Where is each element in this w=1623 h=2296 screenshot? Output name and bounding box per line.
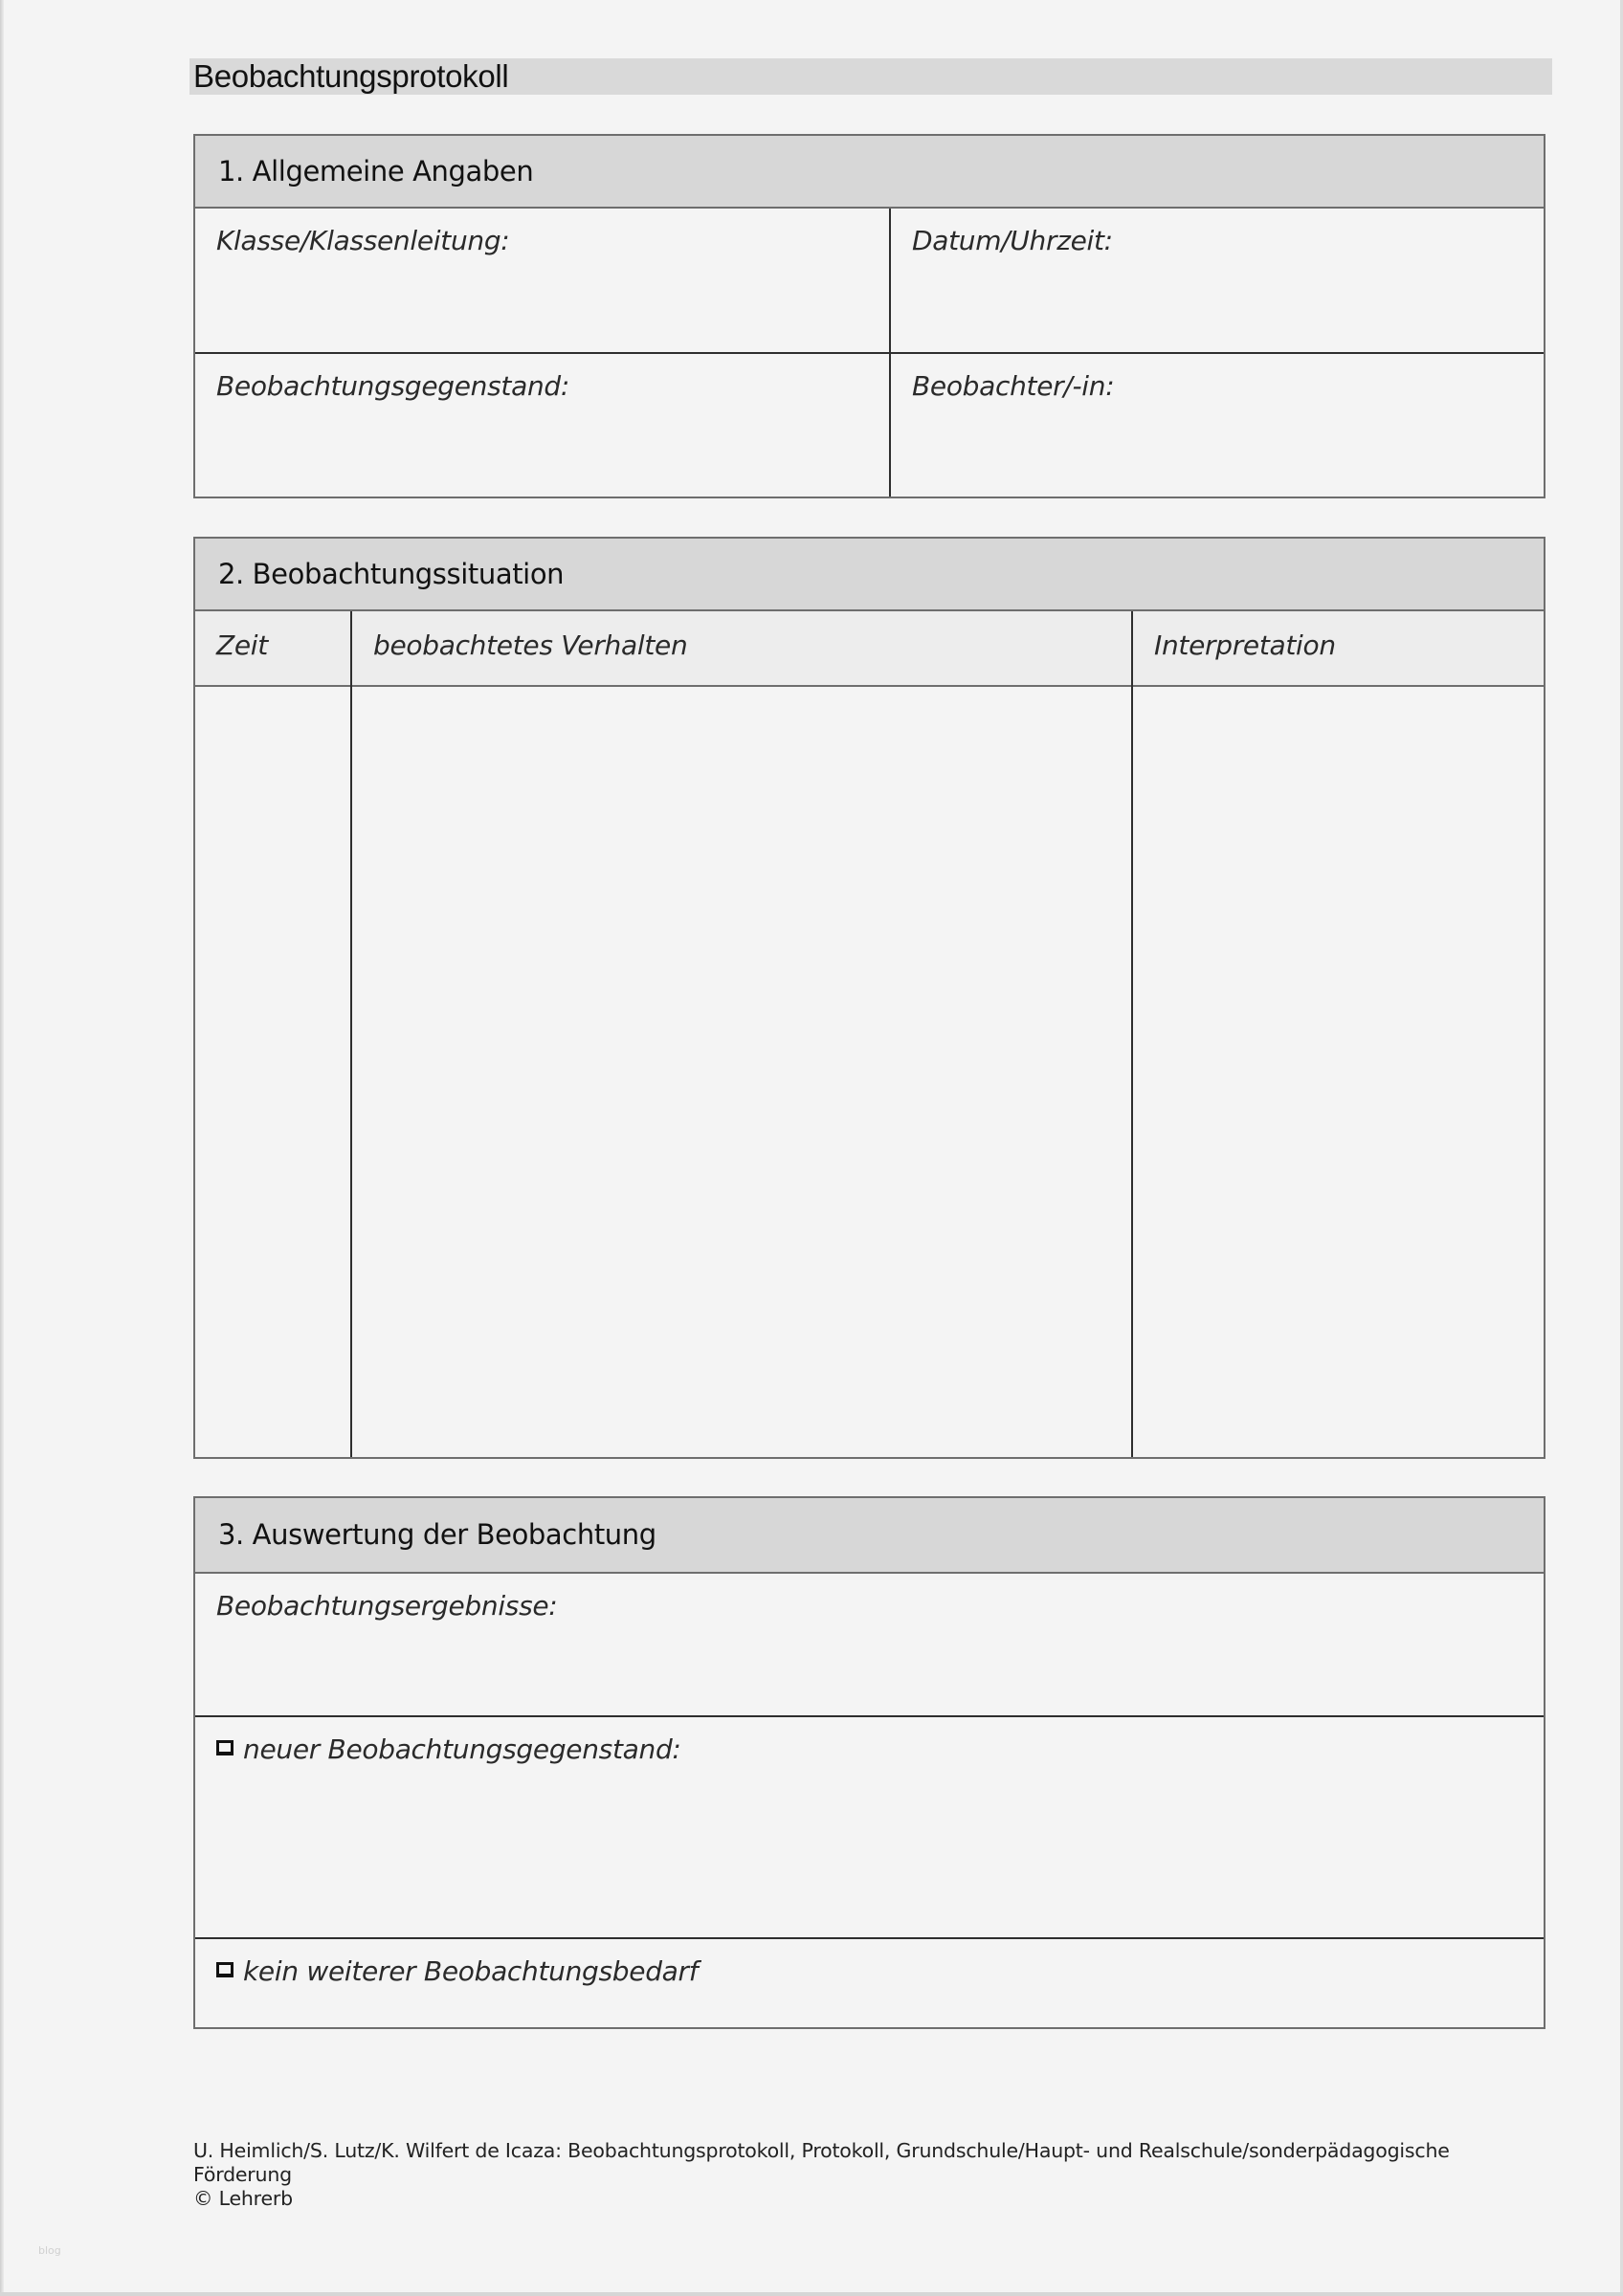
section-header [195, 1498, 1544, 1574]
checkbox-icon[interactable] [216, 1740, 233, 1755]
field-observation-subject[interactable] [195, 354, 889, 497]
section-header [195, 136, 1544, 209]
section-title: 2. Beobachtungssituation [218, 558, 565, 590]
option-new-observation-subject[interactable] [195, 1717, 1544, 1937]
cell-observed-behavior[interactable] [352, 687, 1131, 1457]
field-date-time[interactable] [891, 209, 1544, 352]
section-observation-situation [193, 537, 1545, 1459]
option-text: neuer Beobachtungsgegenstand: [243, 1733, 681, 1765]
column-header-interpretation: Interpretation [1154, 629, 1336, 661]
cell-interpretation[interactable] [1133, 687, 1544, 1457]
table-header-row [195, 611, 1544, 687]
document-title-bar [189, 58, 1552, 95]
section-general-info [193, 134, 1545, 498]
column-divider [350, 611, 352, 1457]
field-label: Beobachter/-in: [912, 370, 1115, 402]
option-text: kein weiterer Beobachtungsbedarf [243, 1955, 699, 1987]
field-class-teacher[interactable] [195, 209, 889, 352]
option-label [216, 1955, 698, 1987]
checkbox-icon[interactable] [216, 1962, 233, 1977]
section-evaluation [193, 1496, 1545, 2029]
section-header [195, 539, 1544, 611]
citation-line: Förderung [193, 2163, 292, 2186]
citation-line: U. Heimlich/S. Lutz/K. Wilfert de Icaza: Beobachtungsprotokoll, Protokoll, Grundschule/Haupt- und Realschule/sonderpädagogische [193, 2139, 1450, 2162]
field-observer[interactable] [891, 354, 1544, 497]
field-label: Beobachtungsergebnisse: [216, 1590, 558, 1622]
column-divider [889, 209, 891, 497]
watermark: blog [38, 2244, 61, 2257]
document-title: Beobachtungsprotokoll [193, 58, 509, 94]
option-no-further-observation[interactable] [195, 1939, 1544, 2027]
page-edge [0, 0, 4, 2296]
section-title: 3. Auswertung der Beobachtung [218, 1518, 656, 1551]
section-title: 1. Allgemeine Angaben [218, 155, 534, 188]
field-observation-results[interactable] [195, 1574, 1544, 1715]
cell-time[interactable] [195, 687, 350, 1457]
footer-citation [193, 2139, 1533, 2211]
column-header-time: Zeit [216, 629, 268, 661]
column-header-behavior: beobachtetes Verhalten [373, 629, 688, 661]
field-label: Beobachtungsgegenstand: [216, 370, 569, 402]
page-edge [0, 2292, 1623, 2296]
column-divider [1131, 611, 1133, 1457]
copyright: © Lehrerb [193, 2187, 293, 2210]
field-label: Klasse/Klassenleitung: [216, 225, 510, 256]
field-label: Datum/Uhrzeit: [912, 225, 1113, 256]
option-label [216, 1733, 681, 1765]
